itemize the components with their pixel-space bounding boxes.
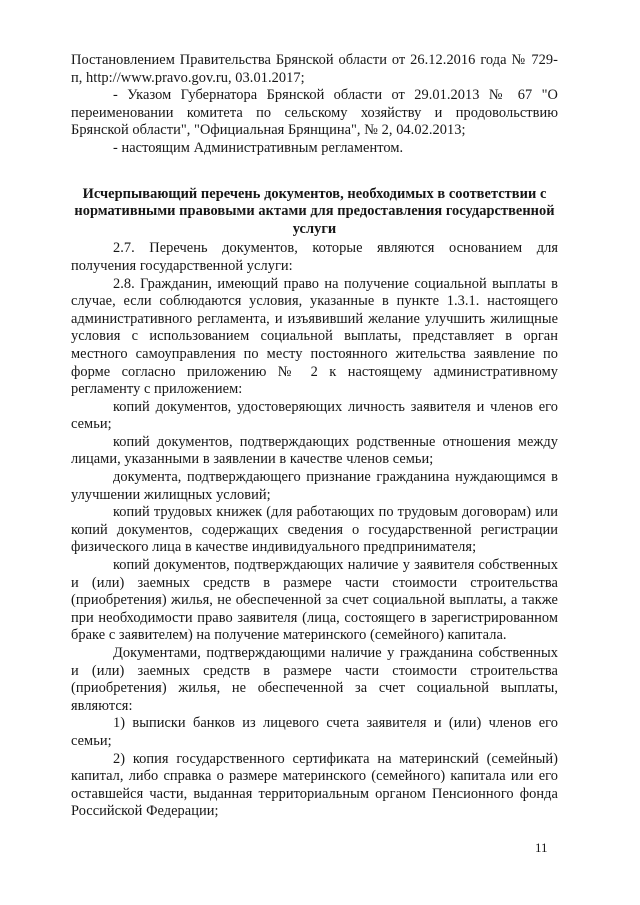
list-item-housing-need-doc: документа, подтверждающего признание гражданина нуждающимся в улучшении жилищных условий; [71, 469, 558, 503]
list-item-bank-statements: 1) выписки банков из лицевого счета заявителя и (или) членов его семьи; [71, 715, 558, 749]
list-item-maternity-certificate: 2) копия государственного сертификата на материнский (семейный) капитал, либо справка о размере материнского (семейного) капитала или его оставшейся части, выданная территориальным органом Пенсионного фонда Российской Федерации; [71, 750, 558, 820]
paragraph-2-8: 2.8. Гражданин, имеющий право на получение социальной выплаты в случае, если соблюдаются условия, указанные в пункте 1.3.1. настоящего административного регламента, и изъявивший желание улучшить жилищные условия с использованием социальной выплаты, представляет в орган местного самоуправления по месту постоянного жительства заявление по форме согласно приложению № 2 к настоящему административному регламенту с приложением: [71, 275, 558, 398]
list-item-work-books: копий трудовых книжек (для работающих по трудовым договорам) или копий документов, содержащих сведения о государственной регистрации физического лица в качестве индивидуального предпринимателя; [71, 504, 558, 556]
paragraph-2-7: 2.7. Перечень документов, которые являются основанием для получения государственной услуги: [71, 240, 558, 274]
list-item-kinship-docs: копий документов, подтверждающих родственные отношения между лицами, указанными в заявлении в качестве членов семьи; [71, 433, 558, 468]
list-item-identity-docs: копий документов, удостоверяющих личность заявителя и членов его семьи; [71, 398, 558, 433]
document-page [71, 52, 558, 821]
list-item-funds-docs: копий документов, подтверждающих наличие у заявителя собственных и (или) заемных средств в размере части стоимости строительства (приобретения) жилья, не обеспеченной за счет социальной выплаты, а также при необходимости право заявителя (лица, состоящего в зарегистрированном браке с заявителем) на получение материнского (семейного) капитала. [71, 557, 558, 644]
paragraph-top-3: - настоящим Административным регламентом. [113, 139, 404, 156]
paragraph-funds-proof: Документами, подтверждающими наличие у гражданина собственных и (или) заемных средств в размере части стоимости строительства (приобретения) жилья, не обеспеченной за счет социальной выплаты, являются: [71, 645, 558, 714]
paragraph-top-2: - Указом Губернатора Брянской области от 29.01.2013 № 67 "О переименовании комитета по сельскому хозяйству и продовольствию Брянской области", "Официальная Брянщина", № 2, 04.02.2013; [71, 87, 558, 139]
paragraph-top-1: Постановлением Правительства Брянской области от 26.12.2016 года № 729-п, http://www.pravo.gov.ru, 03.01.2017; [71, 52, 558, 86]
section-heading: Исчерпывающий перечень документов, необходимых в соответствии с нормативными правовыми актами для предоставления государственной услуги [74, 185, 555, 237]
page-number: 11 [535, 840, 548, 855]
